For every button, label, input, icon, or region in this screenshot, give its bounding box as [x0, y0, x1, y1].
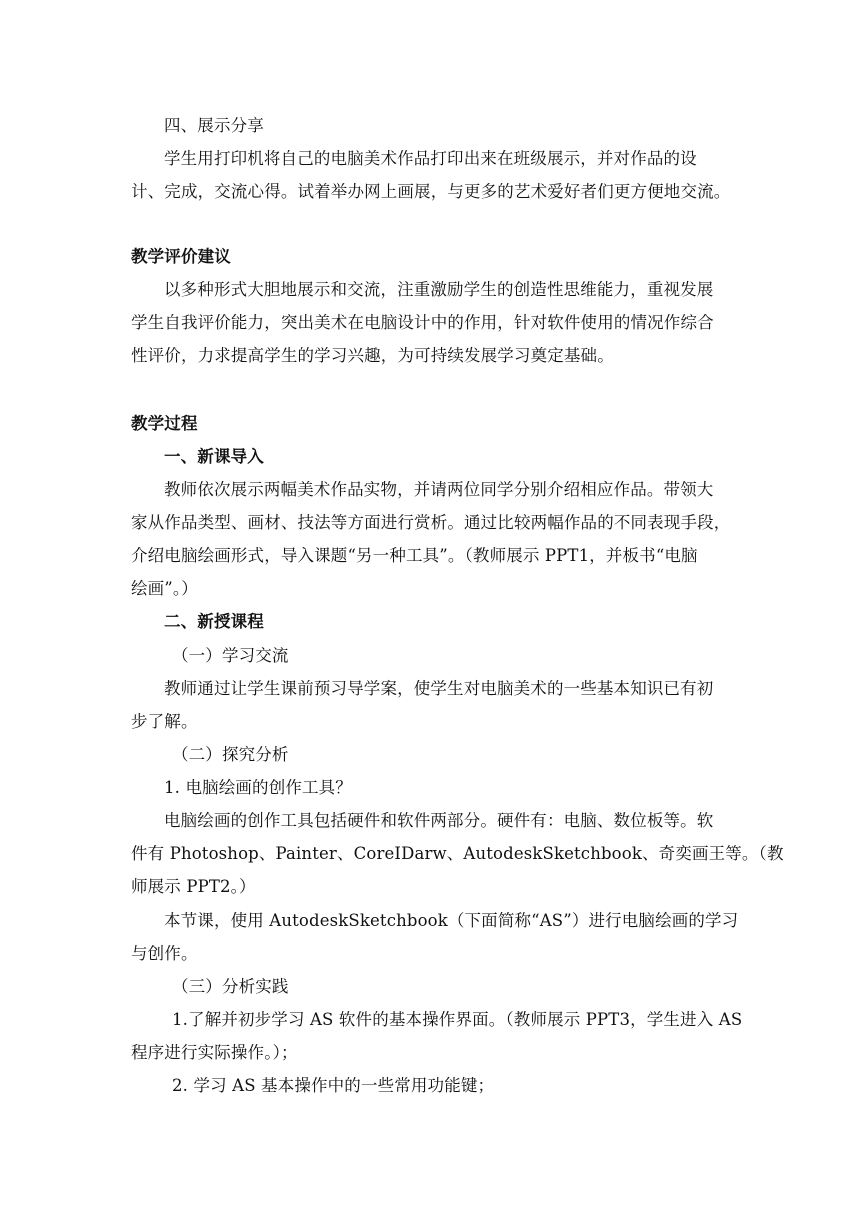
subheading-lesson-intro: 一、新课导入 — [164, 447, 264, 466]
question-item: 1. 电脑绘画的创作工具？ — [164, 778, 352, 797]
paragraph-line: 计、完成，交流心得。试着举办网上画展，与更多的艺术爱好者们更方便地交流。 — [131, 182, 731, 201]
paragraph-line: 教师通过让学生课前预习导学案，使学生对电脑美术的一些基本知识已有初 — [164, 679, 714, 698]
paragraph-line: 程序进行实际操作。）； — [131, 1043, 298, 1062]
subheading-new-lesson: 二、新授课程 — [164, 612, 264, 631]
sub-title-analysis-practice: （三）分析实践 — [172, 977, 289, 996]
paragraph-line: 步了解。 — [131, 712, 198, 731]
section-title-showcase: 四、展示分享 — [164, 116, 264, 135]
paragraph-line: 本节课，使用 AutodeskSketchbook（下面简称“AS”）进行电脑绘画的学习 — [164, 911, 739, 930]
paragraph-line: 1.了解并初步学习 AS 软件的基本操作界面。（教师展示 PPT3，学生进入 AS — [172, 1010, 743, 1029]
paragraph-line: 绘画”。） — [131, 579, 198, 598]
paragraph-line: 与创作。 — [131, 944, 198, 963]
list-item: 2. 学习 AS 基本操作中的一些常用功能键； — [172, 1076, 495, 1095]
paragraph-line: 介绍电脑绘画形式，导入课题“另一种工具”。（教师展示 PPT1，并板书“电脑 — [131, 546, 698, 565]
sub-title-inquiry-analysis: （二）探究分析 — [172, 745, 289, 764]
heading-teaching-process: 教学过程 — [131, 414, 198, 433]
paragraph-line: 性评价，力求提高学生的学习兴趣，为可持续发展学习奠定基础。 — [131, 346, 614, 365]
paragraph-line: 电脑绘画的创作工具包括硬件和软件两部分。硬件有：电脑、数位板等。软 — [164, 811, 714, 830]
paragraph-line: 学生用打印机将自己的电脑美术作品打印出来在班级展示，并对作品的设 — [164, 149, 697, 168]
paragraph-line: 学生自我评价能力，突出美术在电脑设计中的作用，针对软件使用的情况作综合 — [131, 313, 714, 332]
paragraph-line: 师展示 PPT2。） — [131, 877, 256, 896]
paragraph-line: 件有 Photoshop、Painter、CoreIDarw、AutodeskSketchbook、奇奕画王等。（教 — [131, 844, 784, 863]
paragraph-line: 以多种形式大胆地展示和交流，注重激励学生的创造性思维能力，重视发展 — [164, 280, 714, 299]
paragraph-line: 家从作品类型、画材、技法等方面进行赏析。通过比较两幅作品的不同表现手段， — [131, 513, 731, 532]
sub-title-study-exchange: （一）学习交流 — [172, 646, 289, 665]
heading-teaching-evaluation: 教学评价建议 — [131, 247, 231, 266]
paragraph-line: 教师依次展示两幅美术作品实物，并请两位同学分别介绍相应作品。带领大 — [164, 480, 714, 499]
